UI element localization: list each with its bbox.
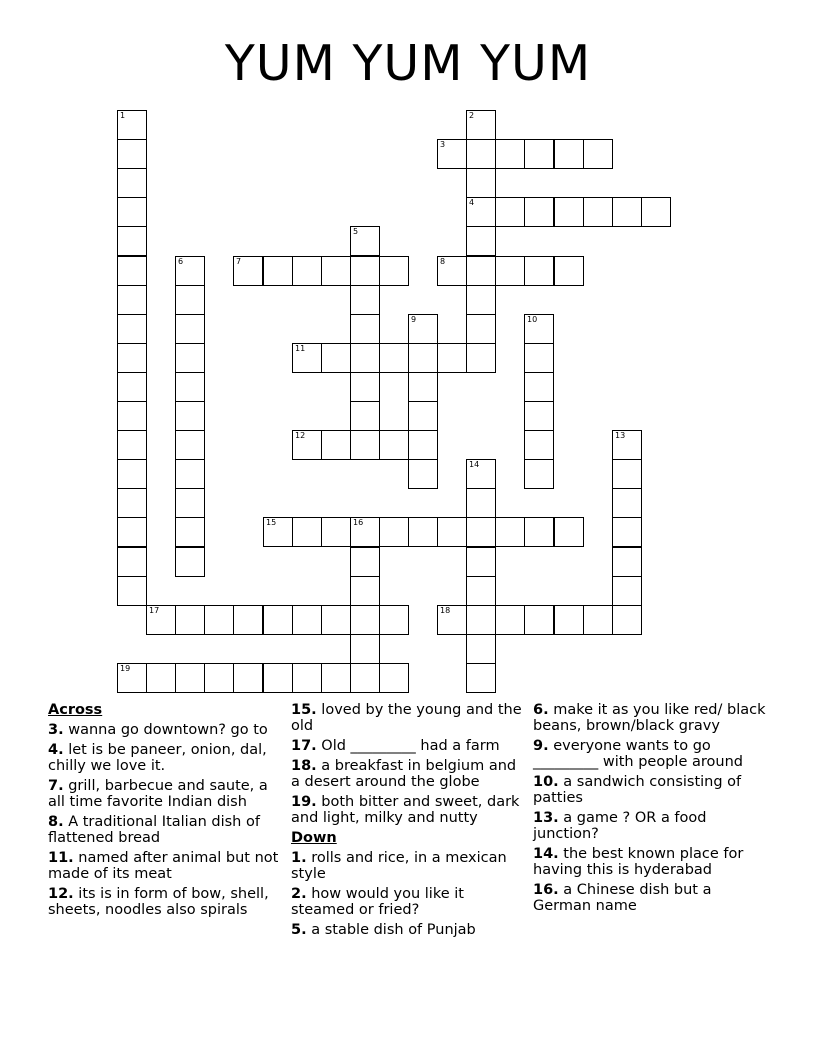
grid-cell[interactable] xyxy=(204,663,234,693)
grid-cell[interactable] xyxy=(204,605,234,635)
clue-text: a Chinese dish but a German name xyxy=(533,882,712,914)
grid-cell[interactable] xyxy=(466,285,496,315)
grid-cell[interactable] xyxy=(583,605,613,635)
grid-cell[interactable] xyxy=(524,256,554,286)
grid-cell[interactable] xyxy=(408,459,438,489)
clue-number: 14. xyxy=(533,846,559,862)
cell-number: 8 xyxy=(440,257,446,266)
clue-text: how would you like it steamed or fried? xyxy=(291,886,464,918)
clue-text: its is in form of bow, shell, sheets, noodles also spirals xyxy=(48,886,269,918)
grid-cell[interactable] xyxy=(524,372,554,402)
grid-cell[interactable] xyxy=(175,430,205,460)
grid-cell[interactable] xyxy=(117,576,147,606)
clue-down-14 xyxy=(533,846,773,878)
grid-cell[interactable] xyxy=(612,430,642,460)
grid-cell[interactable] xyxy=(350,372,380,402)
clue-number: 3. xyxy=(48,722,64,738)
grid-cell[interactable] xyxy=(292,430,322,460)
grid-cell[interactable] xyxy=(612,547,642,577)
grid-cell[interactable] xyxy=(175,488,205,518)
grid-cell[interactable] xyxy=(612,197,642,227)
clue-down-6 xyxy=(533,702,773,734)
clue-number: 10. xyxy=(533,774,559,790)
grid-cell[interactable] xyxy=(117,372,147,402)
grid-cell[interactable] xyxy=(379,430,409,460)
grid-cell[interactable] xyxy=(379,343,409,373)
grid-cell[interactable] xyxy=(350,517,380,547)
grid-cell[interactable] xyxy=(175,605,205,635)
grid-cell[interactable] xyxy=(263,256,293,286)
clue-text: both bitter and sweet, dark and light, milky and nutty xyxy=(291,794,520,826)
grid-cell[interactable] xyxy=(321,605,351,635)
clue-number: 17. xyxy=(291,738,317,754)
clue-across-17 xyxy=(291,738,527,754)
clue-down-9 xyxy=(533,738,773,770)
clue-number: 11. xyxy=(48,850,74,866)
grid-cell[interactable] xyxy=(292,517,322,547)
clue-across-7 xyxy=(48,778,280,810)
clue-down-5 xyxy=(291,922,527,938)
grid-cell[interactable] xyxy=(466,517,496,547)
grid-cell[interactable] xyxy=(524,197,554,227)
clue-text: wanna go downtown? go to xyxy=(68,722,268,738)
grid-cell[interactable] xyxy=(408,430,438,460)
clue-text: the best known place for having this is hyderabad xyxy=(533,846,744,878)
clues-column-3 xyxy=(533,702,773,918)
cell-number: 10 xyxy=(527,315,538,324)
clue-across-3 xyxy=(48,722,280,738)
cell-number: 2 xyxy=(469,111,475,120)
grid-cell[interactable] xyxy=(292,605,322,635)
grid-cell[interactable] xyxy=(117,168,147,198)
grid-cell[interactable] xyxy=(466,663,496,693)
grid-cell[interactable] xyxy=(292,256,322,286)
grid-cell[interactable] xyxy=(263,517,293,547)
grid-cell[interactable] xyxy=(437,343,467,373)
clue-across-12 xyxy=(48,886,280,918)
grid-cell[interactable] xyxy=(263,605,293,635)
grid-cell[interactable] xyxy=(350,663,380,693)
grid-cell[interactable] xyxy=(408,517,438,547)
clue-across-8 xyxy=(48,814,280,846)
down-heading: Down xyxy=(291,830,337,846)
grid-cell[interactable] xyxy=(583,197,613,227)
grid-cell[interactable] xyxy=(233,605,263,635)
clue-text: everyone wants to go _________ with people around xyxy=(533,738,743,770)
grid-cell[interactable] xyxy=(263,663,293,693)
grid-cell[interactable] xyxy=(175,517,205,547)
grid-cell[interactable] xyxy=(350,256,380,286)
grid-cell[interactable] xyxy=(175,459,205,489)
grid-cell[interactable] xyxy=(379,663,409,693)
grid-cell[interactable] xyxy=(350,401,380,431)
grid-cell[interactable] xyxy=(524,605,554,635)
grid-cell[interactable] xyxy=(146,663,176,693)
across-heading: Across xyxy=(48,702,103,718)
grid-cell[interactable] xyxy=(350,314,380,344)
grid-cell[interactable] xyxy=(466,576,496,606)
cell-number: 7 xyxy=(236,257,242,266)
grid-cell[interactable] xyxy=(350,343,380,373)
grid-cell[interactable] xyxy=(117,488,147,518)
grid-cell[interactable] xyxy=(175,343,205,373)
grid-cell[interactable] xyxy=(117,430,147,460)
grid-cell[interactable] xyxy=(437,256,467,286)
grid-cell[interactable] xyxy=(117,226,147,256)
grid-cell[interactable] xyxy=(350,226,380,256)
cell-number: 3 xyxy=(440,140,446,149)
grid-cell[interactable] xyxy=(321,343,351,373)
cell-number: 11 xyxy=(295,344,306,353)
grid-cell[interactable] xyxy=(146,605,176,635)
clue-number: 12. xyxy=(48,886,74,902)
grid-cell[interactable] xyxy=(554,139,584,169)
grid-cell[interactable] xyxy=(612,517,642,547)
grid-cell[interactable] xyxy=(175,314,205,344)
clue-text: let is be paneer, onion, dal, chilly we love it. xyxy=(48,742,267,774)
grid-cell[interactable] xyxy=(117,139,147,169)
grid-cell[interactable] xyxy=(379,517,409,547)
grid-cell[interactable] xyxy=(612,576,642,606)
grid-cell[interactable] xyxy=(612,488,642,518)
clue-across-4 xyxy=(48,742,280,774)
grid-cell[interactable] xyxy=(175,547,205,577)
grid-cell[interactable] xyxy=(554,517,584,547)
grid-cell[interactable] xyxy=(321,517,351,547)
clue-number: 15. xyxy=(291,702,317,718)
clue-text: loved by the young and the old xyxy=(291,702,522,734)
clue-text: Old _________ had a farm xyxy=(321,738,500,754)
grid-cell[interactable] xyxy=(321,430,351,460)
grid-cell[interactable] xyxy=(437,605,467,635)
grid-cell[interactable] xyxy=(233,663,263,693)
grid-cell[interactable] xyxy=(554,605,584,635)
grid-cell[interactable] xyxy=(612,605,642,635)
grid-cell[interactable] xyxy=(117,110,147,140)
clues-column-1 xyxy=(48,702,280,922)
puzzle-title: YUM YUM YUM xyxy=(224,35,592,92)
grid-cell[interactable] xyxy=(175,663,205,693)
grid-cell[interactable] xyxy=(321,663,351,693)
grid-cell[interactable] xyxy=(466,139,496,169)
clue-number: 13. xyxy=(533,810,559,826)
grid-cell[interactable] xyxy=(466,488,496,518)
grid-cell[interactable] xyxy=(583,139,613,169)
grid-cell[interactable] xyxy=(466,197,496,227)
grid-cell[interactable] xyxy=(350,285,380,315)
grid-cell[interactable] xyxy=(350,547,380,577)
grid-cell[interactable] xyxy=(350,576,380,606)
grid-cell[interactable] xyxy=(554,197,584,227)
clues-column-2 xyxy=(291,702,527,942)
clue-number: 6. xyxy=(533,702,549,718)
cell-number: 18 xyxy=(440,606,451,615)
grid-cell[interactable] xyxy=(554,256,584,286)
grid-cell[interactable] xyxy=(117,459,147,489)
clue-number: 5. xyxy=(291,922,307,938)
clue-down-10 xyxy=(533,774,773,806)
grid-cell[interactable] xyxy=(117,197,147,227)
clue-down-2 xyxy=(291,886,527,918)
clue-number: 9. xyxy=(533,738,549,754)
grid-cell[interactable] xyxy=(437,139,467,169)
clue-number: 8. xyxy=(48,814,64,830)
grid-cell[interactable] xyxy=(408,372,438,402)
grid-cell[interactable] xyxy=(117,285,147,315)
grid-cell[interactable] xyxy=(466,459,496,489)
cell-number: 14 xyxy=(469,460,480,469)
clue-across-11 xyxy=(48,850,280,882)
grid-cell[interactable] xyxy=(292,663,322,693)
clue-number: 1. xyxy=(291,850,307,866)
cell-number: 12 xyxy=(295,431,306,440)
cell-number: 6 xyxy=(178,257,184,266)
grid-cell[interactable] xyxy=(408,314,438,344)
clue-text: rolls and rice, in a mexican style xyxy=(291,850,507,882)
grid-cell[interactable] xyxy=(233,256,263,286)
clue-text: A traditional Italian dish of flattened bread xyxy=(48,814,260,846)
cell-number: 16 xyxy=(353,518,364,527)
grid-cell[interactable] xyxy=(437,517,467,547)
grid-cell[interactable] xyxy=(117,517,147,547)
grid-cell[interactable] xyxy=(524,139,554,169)
grid-cell[interactable] xyxy=(466,226,496,256)
cell-number: 19 xyxy=(120,664,131,673)
clue-down-1 xyxy=(291,850,527,882)
grid-cell[interactable] xyxy=(379,256,409,286)
clue-text: a sandwich consisting of patties xyxy=(533,774,742,806)
grid-cell[interactable] xyxy=(350,430,380,460)
grid-cell[interactable] xyxy=(466,168,496,198)
grid-cell[interactable] xyxy=(408,343,438,373)
clue-number: 16. xyxy=(533,882,559,898)
clue-across-18 xyxy=(291,758,527,790)
grid-cell[interactable] xyxy=(379,605,409,635)
grid-cell[interactable] xyxy=(466,634,496,664)
grid-cell[interactable] xyxy=(466,256,496,286)
grid-cell[interactable] xyxy=(175,372,205,402)
clue-number: 18. xyxy=(291,758,317,774)
clue-across-15 xyxy=(291,702,527,734)
cell-number: 15 xyxy=(266,518,277,527)
grid-cell[interactable] xyxy=(524,430,554,460)
cell-number: 9 xyxy=(411,315,417,324)
grid-cell[interactable] xyxy=(495,256,525,286)
grid-cell[interactable] xyxy=(292,343,322,373)
grid-cell[interactable] xyxy=(117,256,147,286)
cell-number: 4 xyxy=(469,198,475,207)
grid-cell[interactable] xyxy=(524,343,554,373)
grid-cell[interactable] xyxy=(175,401,205,431)
grid-cell[interactable] xyxy=(466,314,496,344)
grid-cell[interactable] xyxy=(495,605,525,635)
grid-cell[interactable] xyxy=(117,547,147,577)
grid-cell[interactable] xyxy=(175,256,205,286)
clue-down-13 xyxy=(533,810,773,842)
clue-text: grill, barbecue and saute, a all time favorite Indian dish xyxy=(48,778,268,810)
clue-across-19 xyxy=(291,794,527,826)
grid-cell[interactable] xyxy=(175,285,205,315)
cell-number: 17 xyxy=(149,606,160,615)
grid-cell[interactable] xyxy=(466,110,496,140)
clue-number: 19. xyxy=(291,794,317,810)
cell-number: 5 xyxy=(353,227,359,236)
grid-cell[interactable] xyxy=(321,256,351,286)
cell-number: 1 xyxy=(120,111,126,120)
clue-number: 2. xyxy=(291,886,307,902)
grid-cell[interactable] xyxy=(641,197,671,227)
clue-down-16 xyxy=(533,882,773,914)
grid-cell[interactable] xyxy=(117,314,147,344)
grid-cell[interactable] xyxy=(495,139,525,169)
grid-cell[interactable] xyxy=(524,401,554,431)
grid-cell[interactable] xyxy=(350,605,380,635)
clue-text: named after animal but not made of its meat xyxy=(48,850,279,882)
clue-text: a stable dish of Punjab xyxy=(311,922,476,938)
grid-cell[interactable] xyxy=(612,459,642,489)
grid-cell[interactable] xyxy=(495,197,525,227)
grid-cell[interactable] xyxy=(350,634,380,664)
clue-text: make it as you like red/ black beans, brown/black gravy xyxy=(533,702,766,734)
grid-cell[interactable] xyxy=(466,547,496,577)
grid-cell[interactable] xyxy=(408,401,438,431)
grid-cell[interactable] xyxy=(524,459,554,489)
grid-cell[interactable] xyxy=(524,314,554,344)
grid-cell[interactable] xyxy=(466,605,496,635)
grid-cell[interactable] xyxy=(524,517,554,547)
grid-cell[interactable] xyxy=(466,343,496,373)
grid-cell[interactable] xyxy=(117,663,147,693)
grid-cell[interactable] xyxy=(495,517,525,547)
grid-cell[interactable] xyxy=(117,401,147,431)
grid-cell[interactable] xyxy=(117,343,147,373)
cell-number: 13 xyxy=(615,431,626,440)
clue-number: 4. xyxy=(48,742,64,758)
clue-text: a game ? OR a food junction? xyxy=(533,810,707,842)
clue-text: a breakfast in belgium and a desert around the globe xyxy=(291,758,517,790)
clue-number: 7. xyxy=(48,778,64,794)
